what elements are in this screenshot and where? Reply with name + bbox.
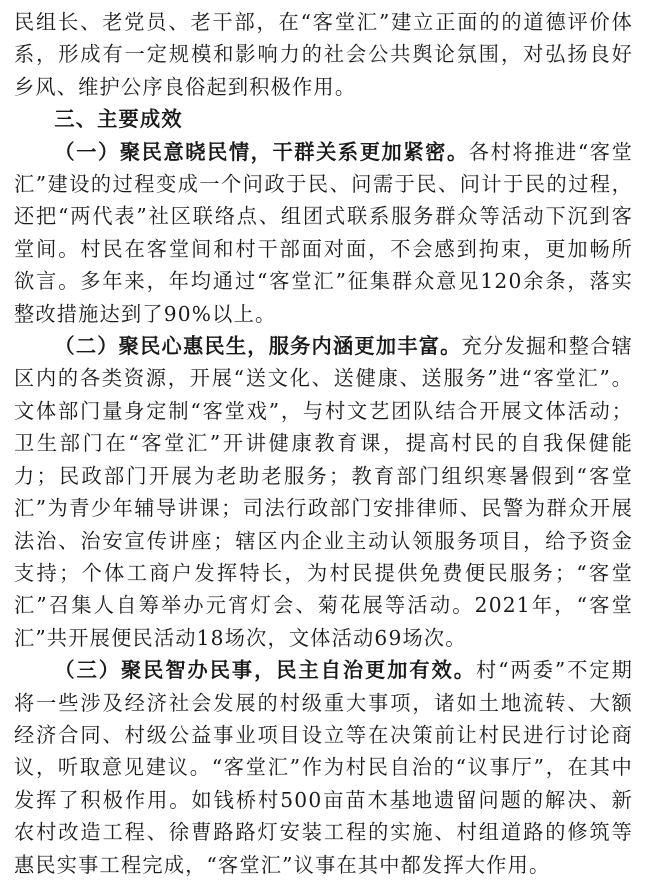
item-1-lead: （一）聚民意晓民情，干群关系更加紧密。 [54, 139, 469, 164]
paragraph-item-1 [14, 136, 633, 330]
item-3-body: 村“两委”不定期将一些涉及经济社会发展的村级重大事项，诸如土地流转、大额经济合同、村级公益事业项目设立等在决策前让村民进行讨论商议，听取意见建议。“客堂汇”作为村民自治的“议事厅”，在其中发挥了积极作用。如钱桥村500亩苗木基地遗留问题的解决、新农村改造工程、徐曹路路灯安装工程的实施、村组道路的修筑等惠民实事工程完成，“客堂汇”议事在其中都发挥大作用。 [14, 658, 633, 877]
item-2-lead: （二）聚民心惠民生，服务内涵更加丰富。 [54, 334, 462, 359]
paragraph-item-2 [14, 330, 633, 654]
intro-paragraph: 民组长、老党员、老干部，在“客堂汇”建立正面的的道德评价体系，形成有一定规模和影响力的社会公共舆论氛围，对弘扬良好乡风、维护公序良俗起到积极作用。 [14, 10, 633, 99]
item-3-lead: （三）聚民智办民事，民主自治更加有效。 [54, 658, 476, 683]
paragraph-item-3 [14, 654, 633, 881]
item-2-body: 充分发掘和整合辖区内的各类资源，开展“送文化、送健康、送服务”进“客堂汇”。文体部门量身定制“客堂戏”，与村文艺团队结合开展文体活动；卫生部门在“客堂汇”开讲健康教育课，提高村民的自我保健能力；民政部门开展为老助老服务；教育部门组织寒暑假到“客堂汇”为青少年辅导讲课；司法行政部门安排律师、民警为群众开展法治、治安宣传讲座；辖区内企业主动认领服务项目，给予资金支持；个体工商户发挥特长，为村民提供免费便民服务；“客堂汇”召集人自筹举办元宵灯会、菊花展等活动。2021年，“客堂汇”共开展便民活动18场次，文体活动69场次。 [14, 334, 633, 650]
item-1-body: 各村将推进“客堂汇”建设的过程变成一个问政于民、问需于民、问计于民的过程，还把“两代表”社区联络点、组团式联系服务群众等活动下沉到客堂间。村民在客堂间和村干部面对面，不会感到拘束，更加畅所欲言。多年来，年均通过“客堂汇”征集群众意见120余条，落实整改措施达到了90%以上。 [14, 139, 633, 326]
section-heading-main-results: 三、主要成效 [54, 107, 183, 132]
